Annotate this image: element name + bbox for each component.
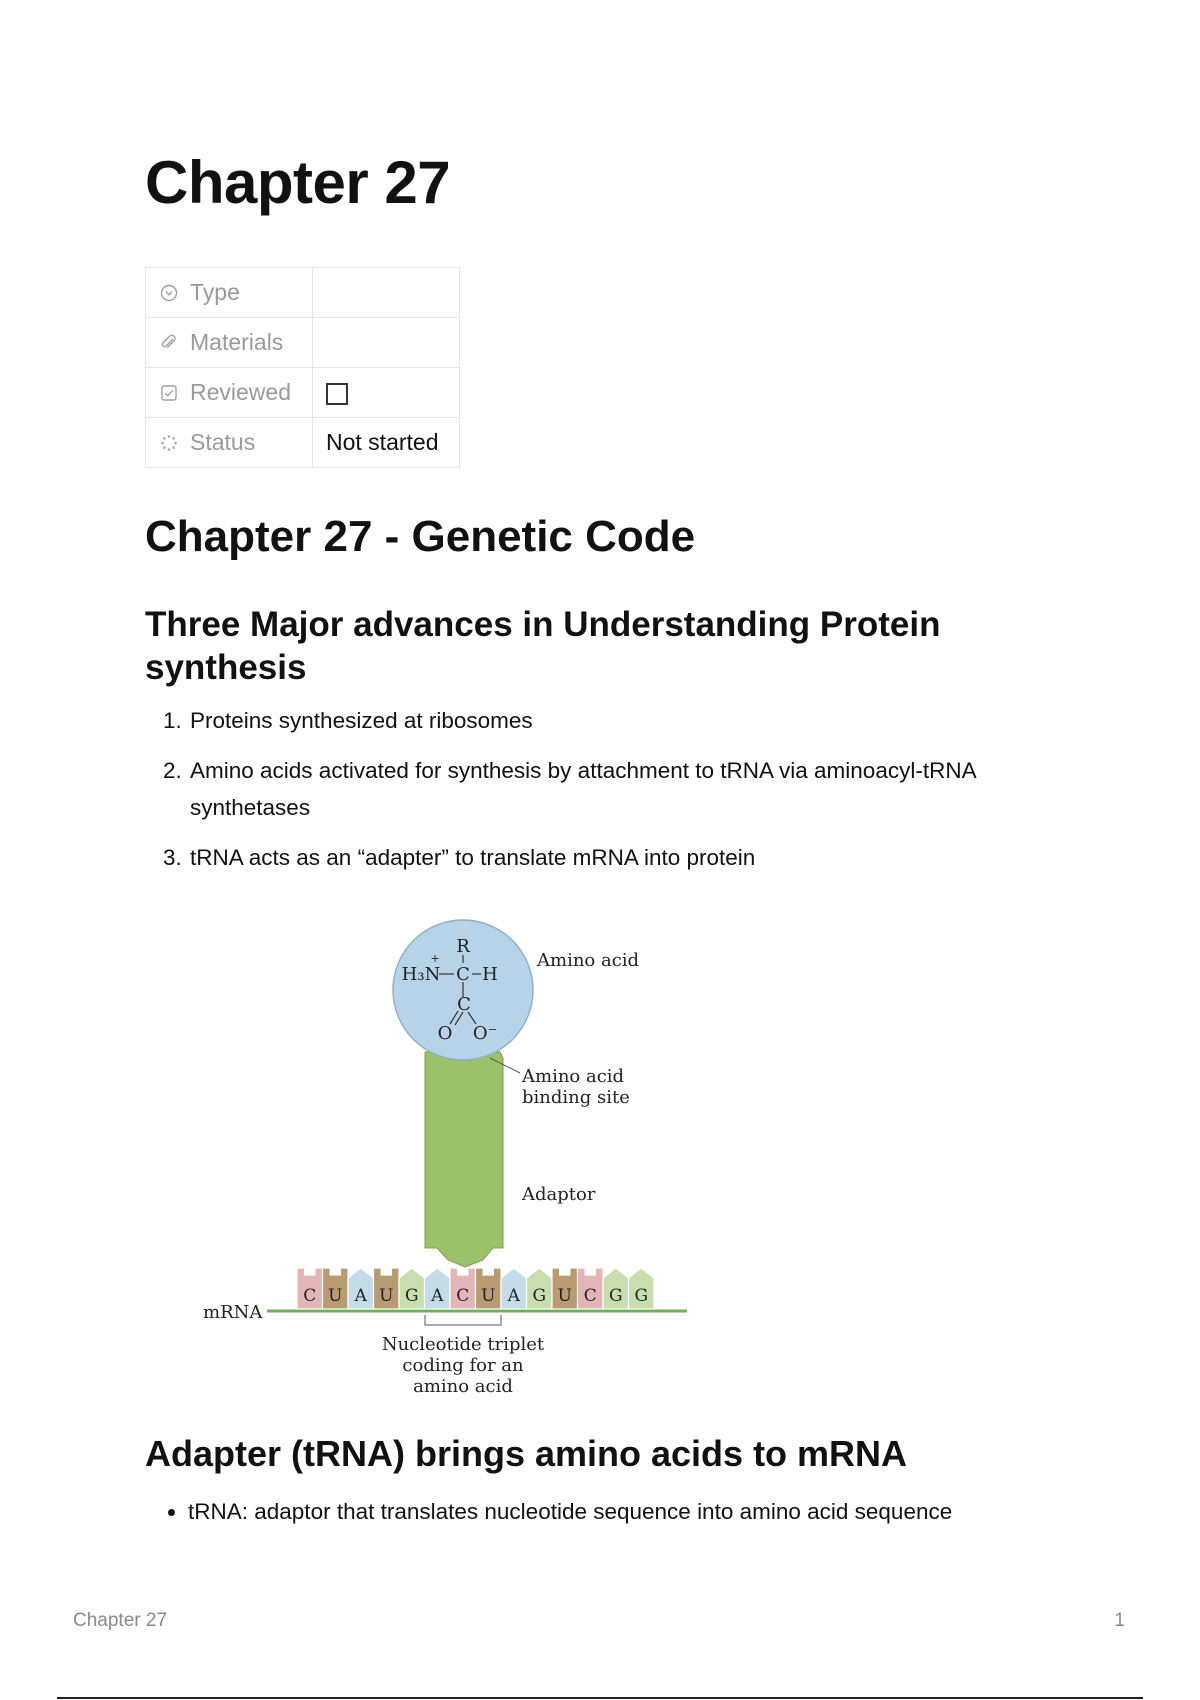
nucleotide-letter: A [507, 1286, 520, 1306]
property-label: Materials [190, 329, 284, 355]
nucleotide-letter: C [456, 1286, 470, 1306]
nucleotide-letter: A [431, 1286, 444, 1306]
carboxyl-carbon: C [457, 994, 471, 1015]
property-value[interactable] [313, 318, 460, 368]
plus-charge: + [430, 952, 440, 965]
adaptor-label: Adaptor [522, 1184, 596, 1205]
property-label: Type [190, 279, 240, 305]
oxygen: O [437, 1023, 453, 1044]
r-group-label: R [456, 936, 470, 957]
amine-group: H₃N [401, 964, 441, 985]
adapter-heading: Adapter (tRNA) brings amino acids to mRNA [145, 1433, 908, 1474]
property-row-type[interactable] [146, 268, 460, 318]
oxygen-minus: O⁻ [472, 1023, 498, 1044]
triplet-label: amino acid [413, 1376, 513, 1395]
list-item: 2. Amino acids activated for synthesis by attachment to tRNA via aminoacyl-tRNA synthetases [188, 752, 1088, 826]
mrna-label: mRNA [203, 1302, 263, 1323]
nucleotide-letter: U [379, 1286, 394, 1306]
status-value[interactable]: Not started [313, 418, 460, 468]
property-label: Status [190, 429, 256, 455]
binding-site-label: binding site [522, 1087, 630, 1108]
advances-list [145, 702, 1088, 889]
triplet-label: Nucleotide triplet [381, 1334, 545, 1355]
nucleotide-letter: A [354, 1286, 367, 1306]
property-row-materials[interactable] [146, 318, 460, 368]
property-value[interactable] [313, 268, 460, 318]
reviewed-checkbox[interactable] [326, 383, 348, 405]
page-number: 1 [1114, 1610, 1125, 1631]
nucleotide-letter: C [583, 1286, 597, 1306]
adapter-bullet-list [145, 1493, 952, 1530]
footer-chapter: Chapter 27 [73, 1610, 168, 1631]
nucleotide-letter: U [481, 1286, 496, 1306]
property-row-reviewed[interactable] [146, 368, 460, 418]
trna-adapter-figure [185, 915, 705, 1395]
binding-site-label: Amino acid [522, 1066, 625, 1087]
alpha-carbon: C [456, 964, 470, 985]
bottom-rule [57, 1697, 1143, 1699]
nucleotide-letter: U [328, 1286, 343, 1306]
nucleotide-letter: U [557, 1286, 572, 1306]
nucleotide-letter: G [404, 1286, 419, 1306]
triplet-label: coding for an [402, 1355, 524, 1376]
properties-table [145, 267, 460, 468]
subsection-heading: Three Major advances in Understanding Protein synthesis [145, 605, 941, 687]
property-row-status[interactable] [146, 418, 460, 468]
nucleotide-letter: G [634, 1286, 649, 1306]
list-item: 3. tRNA acts as an “adapter” to translate mRNA into protein [188, 839, 1088, 876]
amino-acid-label: Amino acid [537, 950, 640, 971]
section-heading: Chapter 27 - Genetic Code [145, 512, 696, 561]
nucleotide-letter: G [608, 1286, 623, 1306]
hydrogen: H [482, 964, 498, 985]
list-item: • tRNA: adaptor that translates nucleotide sequence into amino acid sequence [188, 1493, 952, 1530]
checkbox-icon [159, 383, 179, 403]
select-icon [159, 283, 179, 303]
status-spinner-icon [159, 433, 179, 453]
page-title: Chapter 27 [145, 149, 451, 216]
property-label: Reviewed [190, 379, 291, 405]
adaptor-stem [425, 1052, 503, 1267]
nucleotide-letter: C [303, 1286, 317, 1306]
list-item: 1. Proteins synthesized at ribosomes [188, 702, 1088, 739]
nucleotide-letter: G [532, 1286, 547, 1306]
paperclip-icon [159, 333, 179, 353]
